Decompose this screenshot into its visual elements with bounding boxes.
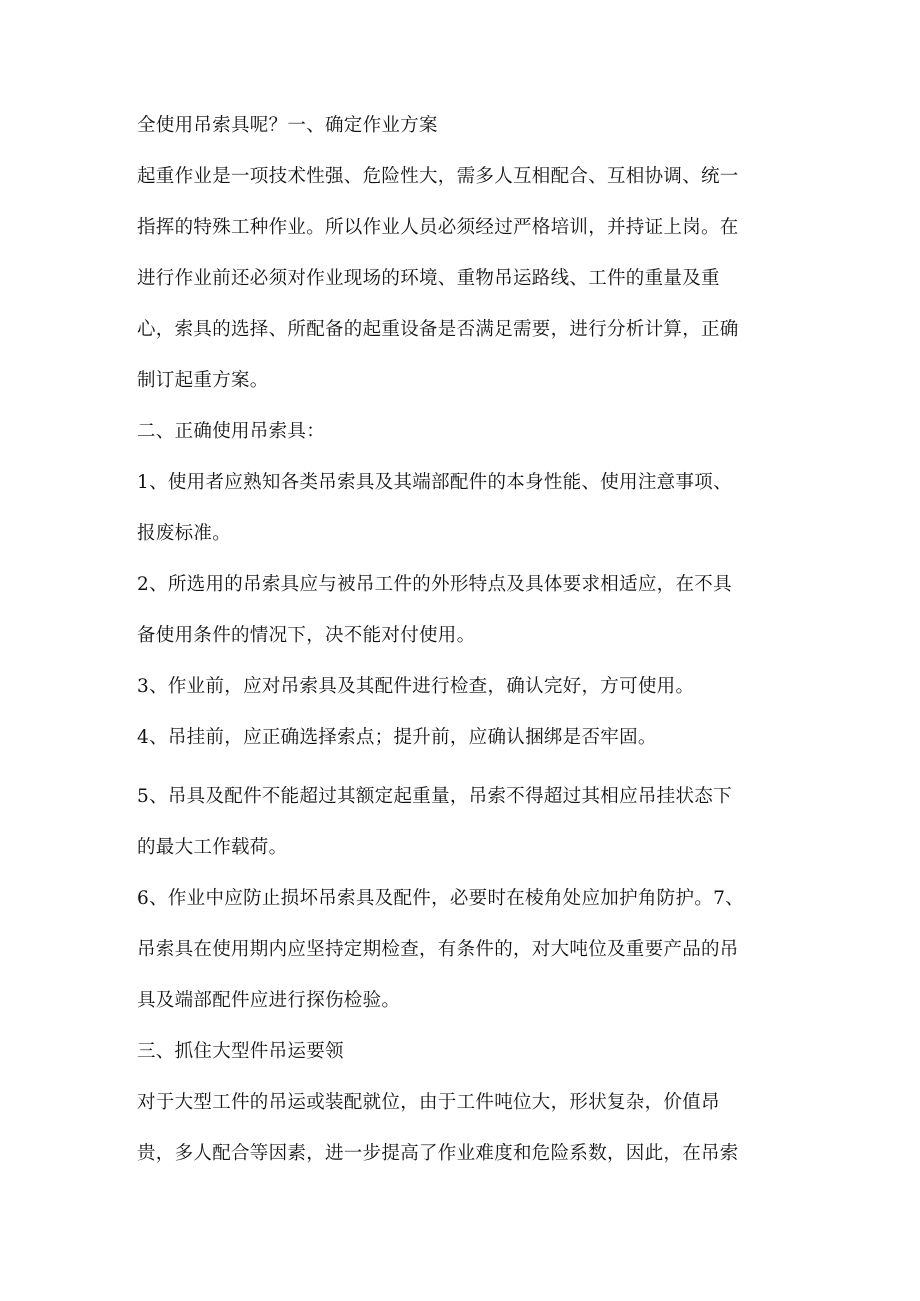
text-line: 贵，多人配合等因素，进一步提高了作业难度和危险系数，因此，在吊索	[137, 1143, 739, 1164]
text-line: 的最大工作载荷。	[137, 837, 288, 858]
list-item: 1、使用者应熟知各类吊索具及其端部配件的本身性能、使用注意事项、	[137, 472, 732, 493]
list-item: 4、吊挂前，应正确选择索点；提升前，应确认捆绑是否牢固。	[137, 727, 657, 748]
text-line: 吊索具在使用期内应坚持定期检查，有条件的，对大吨位及重要产品的吊	[137, 939, 739, 960]
section-heading: 二、正确使用吊索具：	[137, 421, 326, 442]
list-item: 6、作业中应防止损坏吊索具及配件，必要时在棱角处应加护角防护。7、	[137, 888, 744, 909]
list-item: 3、作业前，应对吊索具及其配件进行检查，确认完好，方可使用。	[137, 676, 695, 697]
list-item: 2、所选用的吊索具应与被吊工件的外形特点及具体要求相适应，在不具	[137, 574, 732, 595]
text-line: 心，索具的选择、所配备的起重设备是否满足需要，进行分析计算，正确	[137, 319, 739, 340]
section-heading: 三、抓住大型件吊运要领	[137, 1041, 344, 1062]
text-line: 具及端部配件应进行探伤检验。	[137, 990, 401, 1011]
text-line: 全使用吊索具呢？一、确定作业方案	[137, 115, 438, 136]
text-line: 制订起重方案。	[137, 370, 269, 391]
text-line: 指挥的特殊工种作业。所以作业人员必须经过严格培训，并持证上岗。在	[137, 217, 739, 238]
document-body	[137, 112, 777, 1168]
text-line: 进行作业前还必须对作业现场的环境、重物吊运路线、工件的重量及重	[137, 268, 720, 289]
text-line: 对于大型工件的吊运或装配就位，由于工件吨位大，形状复杂，价值昂	[137, 1092, 720, 1113]
text-line: 报废标准。	[137, 523, 232, 544]
list-item: 5、吊具及配件不能超过其额定起重量，吊索不得超过其相应吊挂状态下	[137, 786, 732, 807]
text-line: 备使用条件的情况下，决不能对付使用。	[137, 625, 476, 646]
text-line: 起重作业是一项技术性强、危险性大，需多人互相配合、互相协调、统一	[137, 166, 739, 187]
